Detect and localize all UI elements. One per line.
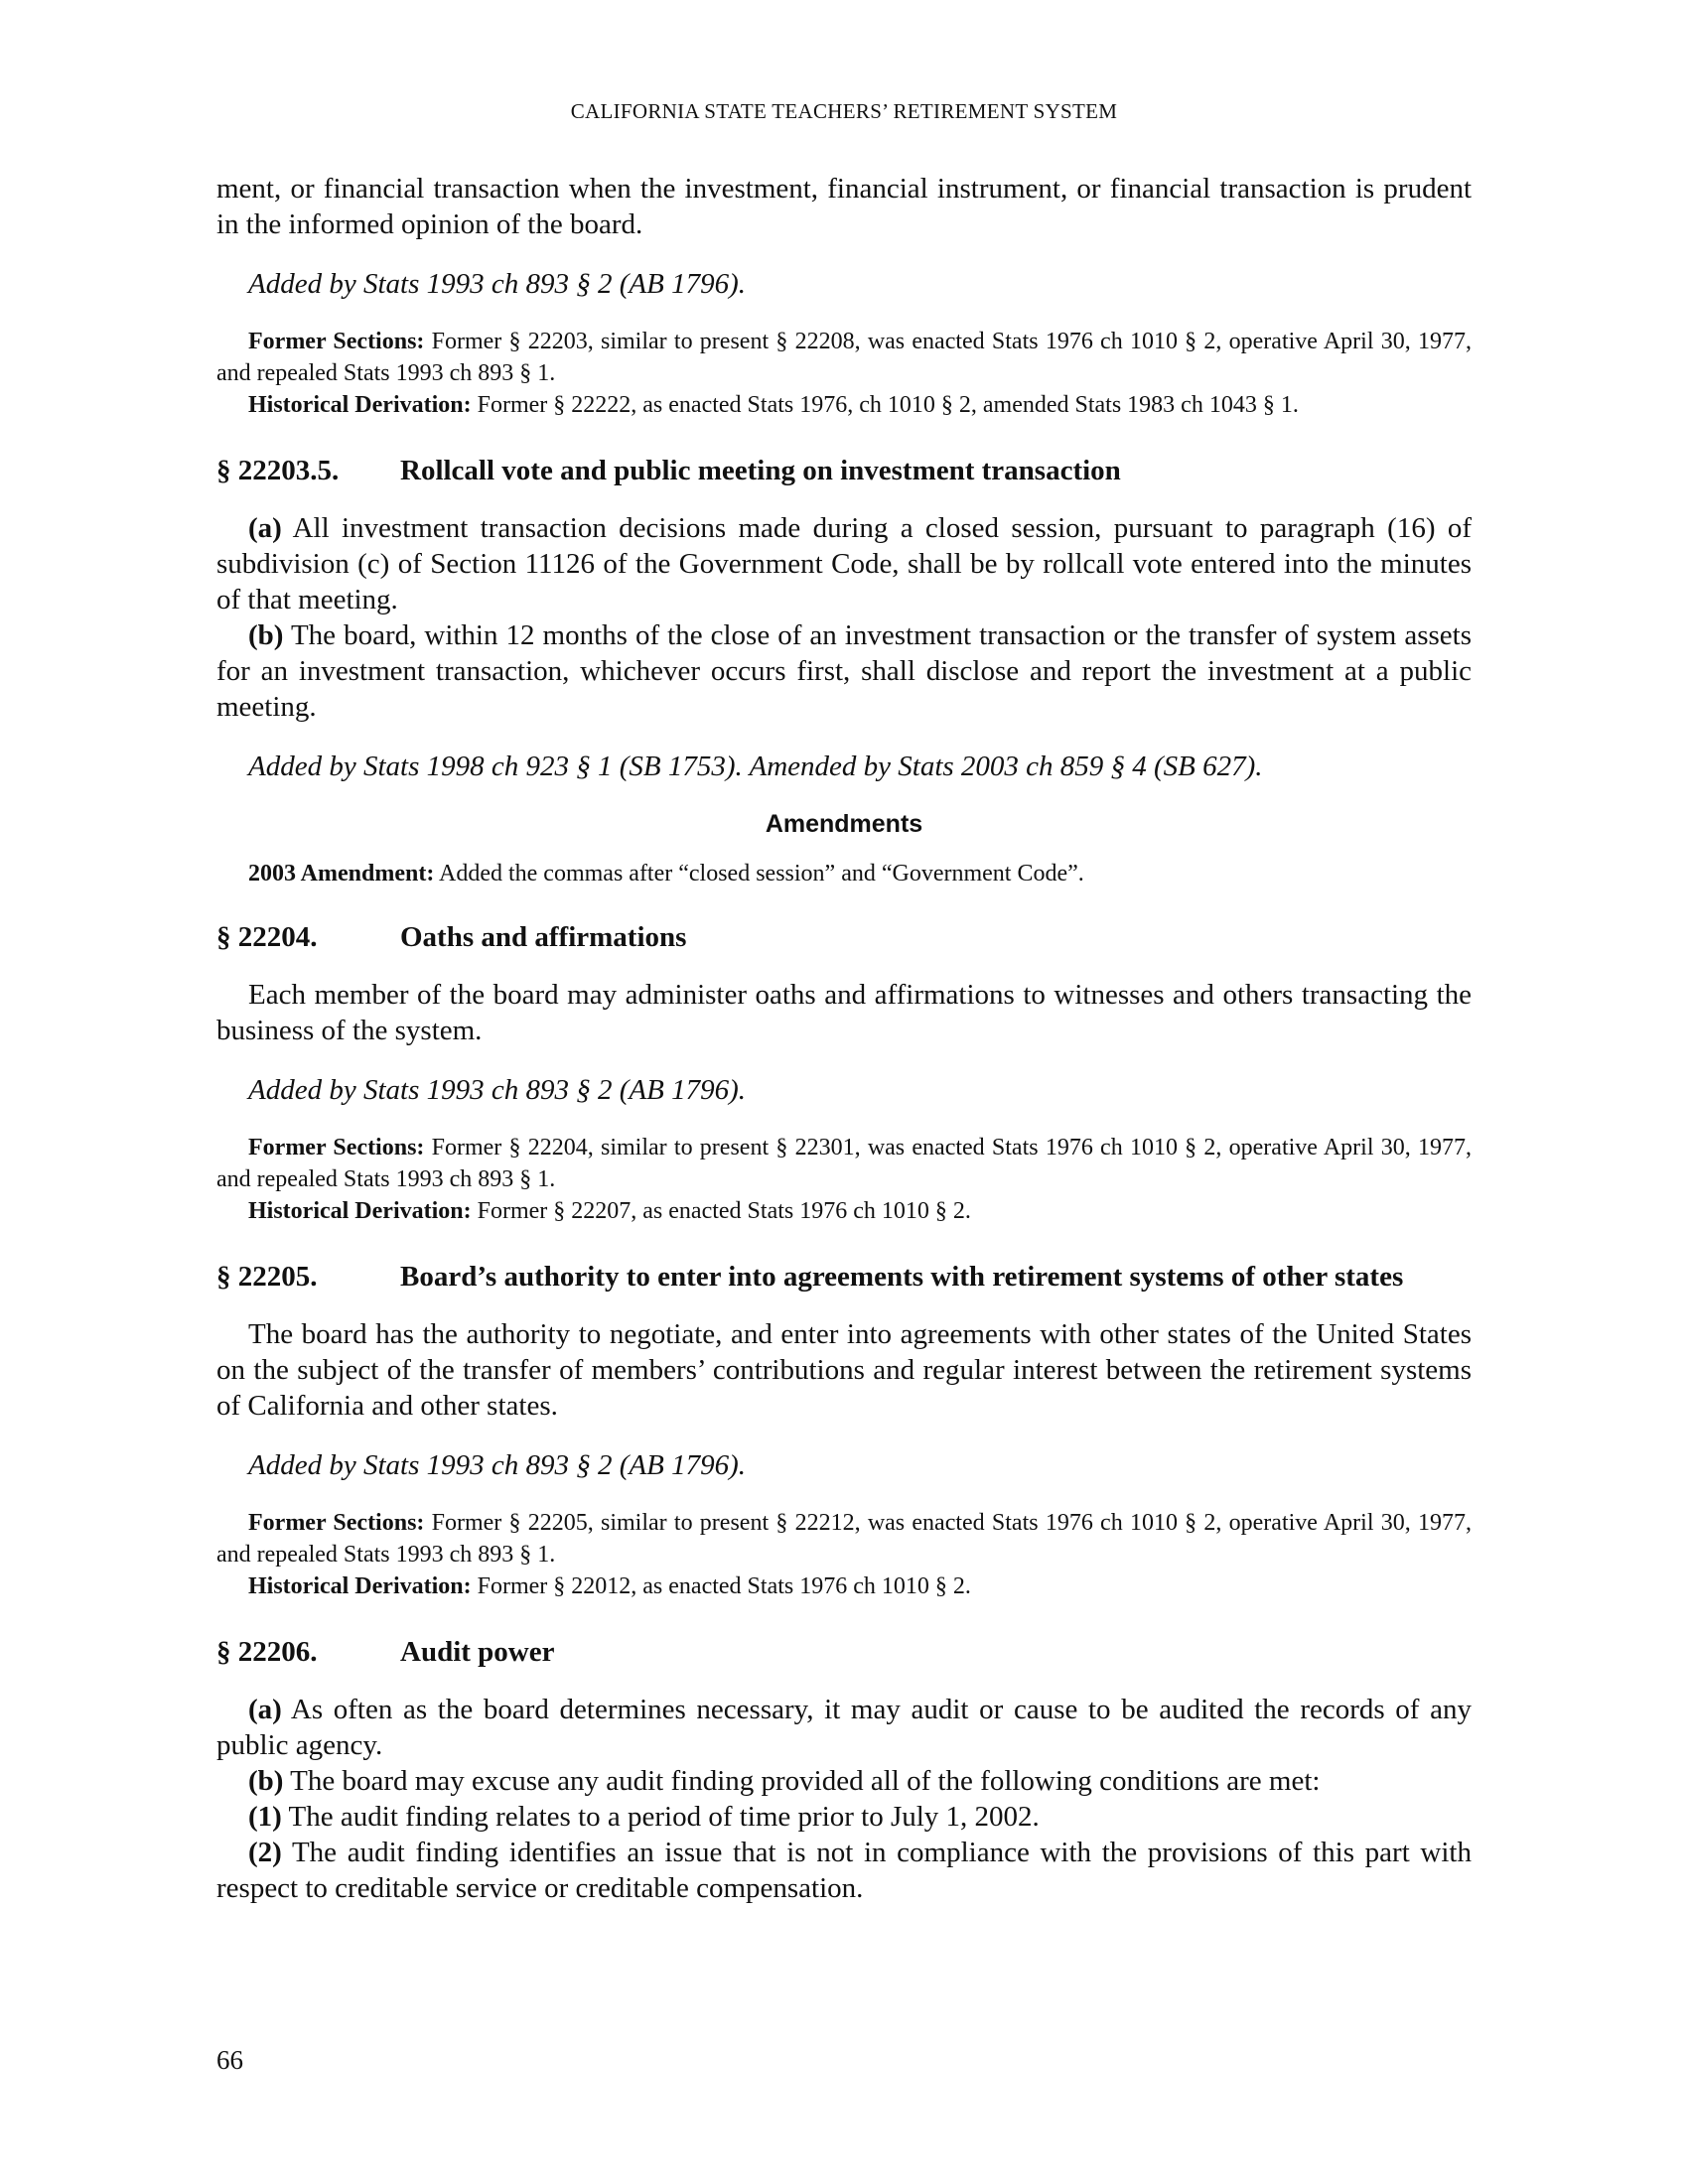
section-number: § 22206. — [216, 1636, 318, 1668]
historical-derivation-label: Historical Derivation: — [248, 1573, 472, 1599]
former-sections-text: Former § 22205, similar to present § 22212, was enacted Stats 1976 ch 1010 § 2, operative April 30, 1977, and repealed Stats 1993 ch 893 § 1. — [216, 1510, 1472, 1568]
section-title: Board’s authority to enter into agreements with retirement systems of other states — [400, 1261, 1404, 1293]
subdivision-text: All investment transaction decisions made during a closed session, pursuant to paragraph (16) of subdivision (c) of Section 11126 of the Government Code, shall be by rollcall vote entered into the minutes of that meeting. — [216, 512, 1472, 615]
historical-derivation-text: Former § 22207, as enacted Stats 1976 ch 1010 § 2. — [471, 1198, 971, 1224]
former-sections-label: Former Sections: — [248, 329, 425, 354]
history-note: Added by Stats 1993 ch 893 § 2 (AB 1796). — [248, 1449, 746, 1481]
amendment-label: 2003 Amendment: — [248, 861, 435, 887]
subdivision-label: (b) — [248, 1765, 284, 1797]
section-title: Oaths and affirmations — [400, 921, 687, 953]
section-title: Rollcall vote and public meeting on investment transaction — [400, 455, 1121, 486]
historical-derivation-note — [216, 1570, 1472, 1602]
former-sections-note — [216, 326, 1472, 389]
section-title: Audit power — [400, 1636, 555, 1668]
section-number: § 22205. — [216, 1261, 318, 1293]
page-body — [216, 171, 1472, 1906]
historical-derivation-text: Former § 22012, as enacted Stats 1976 ch 1010 § 2. — [471, 1573, 971, 1599]
historical-derivation-label: Historical Derivation: — [248, 392, 472, 418]
paragraph-label: (1) — [248, 1801, 282, 1833]
subdivision-text: The board, within 12 months of the close of an investment transaction or the transfer of system assets for an investment transaction, whichever occurs first, shall disclose and report the investment at a public meeting. — [216, 619, 1472, 723]
running-header: CALIFORNIA STATE TEACHERS’ RETIREMENT SYSTEM — [570, 99, 1118, 123]
paragraph-label: (2) — [248, 1837, 282, 1868]
former-sections-note — [216, 1507, 1472, 1570]
former-sections-note — [216, 1132, 1472, 1195]
history-note: Added by Stats 1998 ch 923 § 1 (SB 1753). Amended by Stats 2003 ch 859 § 4 (SB 627). — [248, 751, 1263, 782]
former-sections-text: Former § 22204, similar to present § 22301, was enacted Stats 1976 ch 1010 § 2, operative April 30, 1977, and repealed Stats 1993 ch 893 § 1. — [216, 1135, 1472, 1192]
section-body: The board has the authority to negotiate, and enter into agreements with other states of the United States on the subject of the transfer of members’ contributions and regular interest between the retirement systems of California and other states. — [216, 1318, 1472, 1422]
subdivision-text: As often as the board determines necessary, it may audit or cause to be audited the records of any public agency. — [216, 1694, 1472, 1761]
subdivision-b — [216, 617, 1472, 725]
amendment-text: Added the commas after “closed session” and “Government Code”. — [434, 861, 1084, 887]
subdivision-label: (a) — [248, 1694, 282, 1725]
continuation-paragraph: ment, or financial transaction when the investment, financial instrument, or financial transaction is prudent in the informed opinion of the board. — [216, 173, 1472, 240]
history-note: Added by Stats 1993 ch 893 § 2 (AB 1796). — [248, 1074, 746, 1106]
historical-derivation-text: Former § 22222, as enacted Stats 1976, ch 1010 § 2, amended Stats 1983 ch 1043 § 1. — [471, 392, 1299, 418]
subdivision-label: (b) — [248, 619, 284, 651]
amendment-note — [216, 858, 1472, 889]
former-sections-label: Former Sections: — [248, 1510, 425, 1536]
section-heading-22205 — [216, 1259, 1472, 1295]
subdivision-a — [216, 510, 1472, 617]
historical-derivation-label: Historical Derivation: — [248, 1198, 472, 1224]
former-sections-label: Former Sections: — [248, 1135, 425, 1160]
historical-derivation-note — [216, 389, 1472, 421]
section-number: § 22204. — [216, 921, 318, 953]
section-heading-22204 — [216, 919, 1472, 955]
historical-derivation-note — [216, 1195, 1472, 1227]
section-body: Each member of the board may administer oaths and affirmations to witnesses and others transacting the business of the system. — [216, 979, 1472, 1046]
subdivision-a — [216, 1692, 1472, 1763]
paragraph-2 — [216, 1835, 1472, 1906]
subdivision-text: The board may excuse any audit finding provided all of the following conditions are met: — [283, 1765, 1321, 1797]
section-heading-22206 — [216, 1634, 1472, 1670]
section-number: § 22203.5. — [216, 455, 340, 486]
subdivision-b — [216, 1763, 1472, 1799]
page-number: 66 — [216, 2045, 243, 2075]
paragraph-text: The audit finding relates to a period of time prior to July 1, 2002. — [281, 1801, 1040, 1833]
history-note: Added by Stats 1993 ch 893 § 2 (AB 1796). — [248, 268, 746, 300]
amendments-heading: Amendments — [765, 810, 923, 838]
paragraph-1 — [216, 1799, 1472, 1835]
former-sections-text: Former § 22203, similar to present § 22208, was enacted Stats 1976 ch 1010 § 2, operative April 30, 1977, and repealed Stats 1993 ch 893 § 1. — [216, 329, 1472, 386]
subdivision-label: (a) — [248, 512, 282, 544]
paragraph-text: The audit finding identifies an issue that is not in compliance with the provisions of this part with respect to creditable service or creditable compensation. — [216, 1837, 1472, 1904]
section-heading-22203-5 — [216, 453, 1472, 488]
